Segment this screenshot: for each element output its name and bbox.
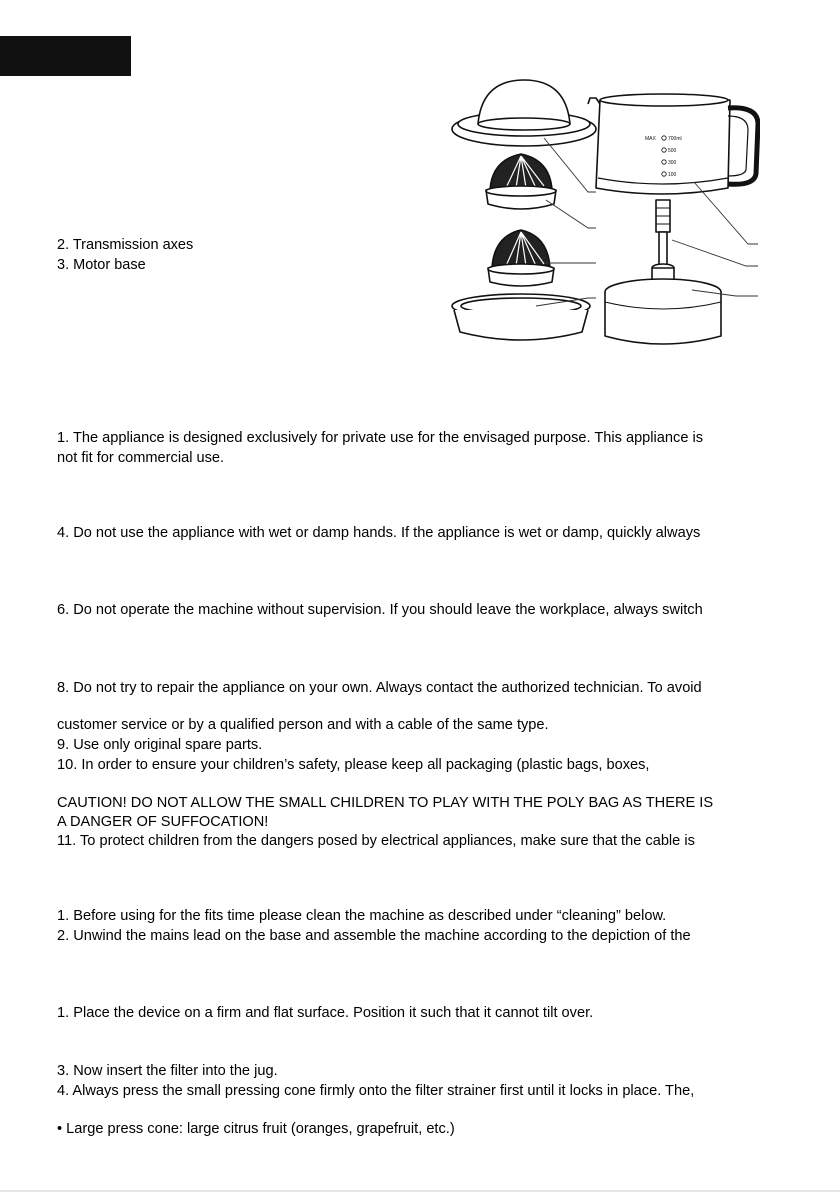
text-line: 10. In order to ensure your children’s safety, please keep all packaging (plastic bags, boxes, — [57, 757, 650, 773]
reamer-cap-illustration — [452, 80, 596, 146]
parts-list-item: 3. Motor base — [57, 257, 146, 273]
jug-scale-mark: 700ml — [668, 136, 682, 142]
text-line: 9. Use only original spare parts. — [57, 737, 263, 753]
text-line: 1. Place the device on a firm and flat surface. Position it such that it cannot tilt over. — [57, 1005, 594, 1021]
parts-list-item: 2. Transmission axes — [57, 237, 194, 253]
text-line: 8. Do not try to repair the appliance on your own. Always contact the authorized technician. To avoid — [57, 680, 702, 696]
parts-list — [57, 235, 193, 275]
text-line: 6. Do not operate the machine without supervision. If you should leave the workplace, always switch — [57, 602, 703, 618]
jug-scale-mark: 500 — [668, 148, 677, 154]
transmission-axle-illustration — [652, 200, 674, 280]
text-line: customer service or by a qualified person and with a cable of the same type. — [57, 717, 549, 733]
text-line: 4. Always press the small pressing cone firmly onto the filter strainer first until it locks in place. The, — [57, 1083, 695, 1099]
text-line: 2. Unwind the mains lead on the base and assemble the machine according to the depiction of the — [57, 928, 691, 944]
text-line: • Large press cone: large citrus fruit (oranges, grapefruit, etc.) — [57, 1121, 455, 1137]
motor-base-illustration — [605, 279, 721, 344]
text-line: 1. The appliance is designed exclusively for private use for the envisaged purpose. This appliance is — [57, 430, 704, 446]
jug-scale-max: MAX — [645, 136, 656, 142]
text-line: 1. Before using for the fits time please clean the machine as described under “cleaning” below. — [57, 908, 667, 924]
jug-scale-mark: 100 — [668, 172, 677, 178]
language-tab — [0, 36, 131, 76]
text-line: CAUTION! DO NOT ALLOW THE SMALL CHILDREN TO PLAY WITH THE POLY BAG AS THERE IS — [57, 795, 714, 811]
text-line: A DANGER OF SUFFOCATION! — [57, 814, 269, 830]
text-line: not fit for commercial use. — [57, 450, 225, 466]
text-line: 11. To protect children from the dangers posed by electrical appliances, make sure that the cable is — [57, 833, 695, 849]
jug-scale-mark: 300 — [668, 160, 677, 166]
large-cone-illustration — [486, 154, 556, 209]
juicer-exploded-diagram — [440, 78, 760, 350]
jug-illustration — [588, 94, 758, 194]
text-line: 3. Now insert the filter into the jug. — [57, 1063, 278, 1079]
small-cone-illustration — [488, 230, 554, 286]
text-line: 4. Do not use the appliance with wet or damp hands. If the appliance is wet or damp, quickly always — [57, 525, 701, 541]
